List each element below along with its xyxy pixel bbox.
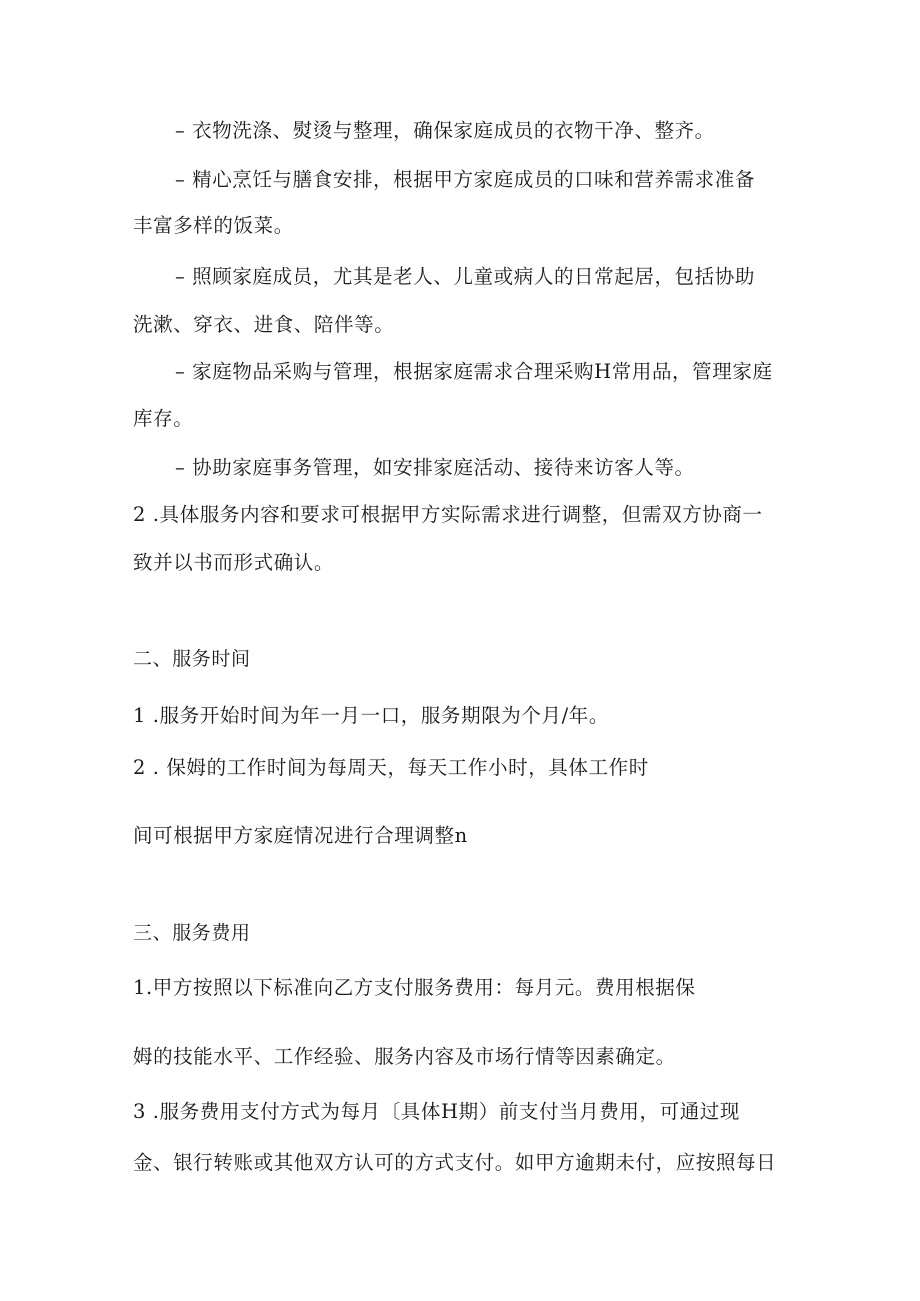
service-item-care-line2: 洗漱、穿衣、进食、陪伴等。 [133, 313, 395, 336]
service-item-cooking-line2: 丰富多样的饭菜。 [133, 214, 294, 237]
service-time-clause-1: 1 .服务开始时间为年一月一口，服务期限为个月/年。 [133, 704, 609, 727]
service-time-clause-2-line2: 间可根据甲方家庭情况进行合理调整n [133, 824, 468, 847]
service-item-care-line1: – 照顾家庭成员，尤其是老人、儿童或病人的日常起居，包括协助 [175, 265, 755, 288]
service-item-purchase-line2: 库存。 [133, 407, 194, 430]
service-fee-clause-1-line1: 1.甲方按照以下标准向乙方支付服务费用：每月元。费用根据保 [133, 976, 696, 999]
service-fee-clause-3-line1: 3 .服务费用支付方式为每月〔具体H期）前支付当月费用，可通过现 [133, 1100, 741, 1123]
service-item-cooking-line1: – 精心烹饪与膳食安排，根据甲方家庭成员的口味和营养需求准备 [175, 168, 755, 191]
clause-2-line1: 2 .具体服务内容和要求可根据甲方实际需求进行调整，但需双方协商一 [133, 503, 763, 526]
service-item-laundry: – 衣物洗涤、熨烫与整理，确保家庭成员的衣物干净、整齐。 [175, 119, 715, 142]
section-heading-service-time: 二、服务时间 [133, 648, 251, 670]
service-fee-clause-1-line2: 姆的技能水平、工作经验、服务内容及市场行情等因素确定。 [133, 1045, 676, 1068]
service-item-purchase-line1: – 家庭物品采购与管理，根据家庭需求合理采购H常用品，管理家庭 [175, 360, 773, 383]
clause-2-line2: 致并以书而形式确认。 [133, 551, 335, 574]
service-time-clause-2-line1: 2 . 保姆的工作时间为每周天，每天工作小时，具体工作时 [133, 756, 649, 779]
service-fee-clause-3-line2: 金、银行转账或其他双方认可的方式支付。如甲方逾期未付，应按照每日 [133, 1151, 777, 1174]
section-heading-service-fee: 三、服务费用 [133, 922, 251, 944]
service-item-affairs: – 协助家庭事务管理，如安排家庭活动、接待来访客人等。 [175, 456, 695, 479]
